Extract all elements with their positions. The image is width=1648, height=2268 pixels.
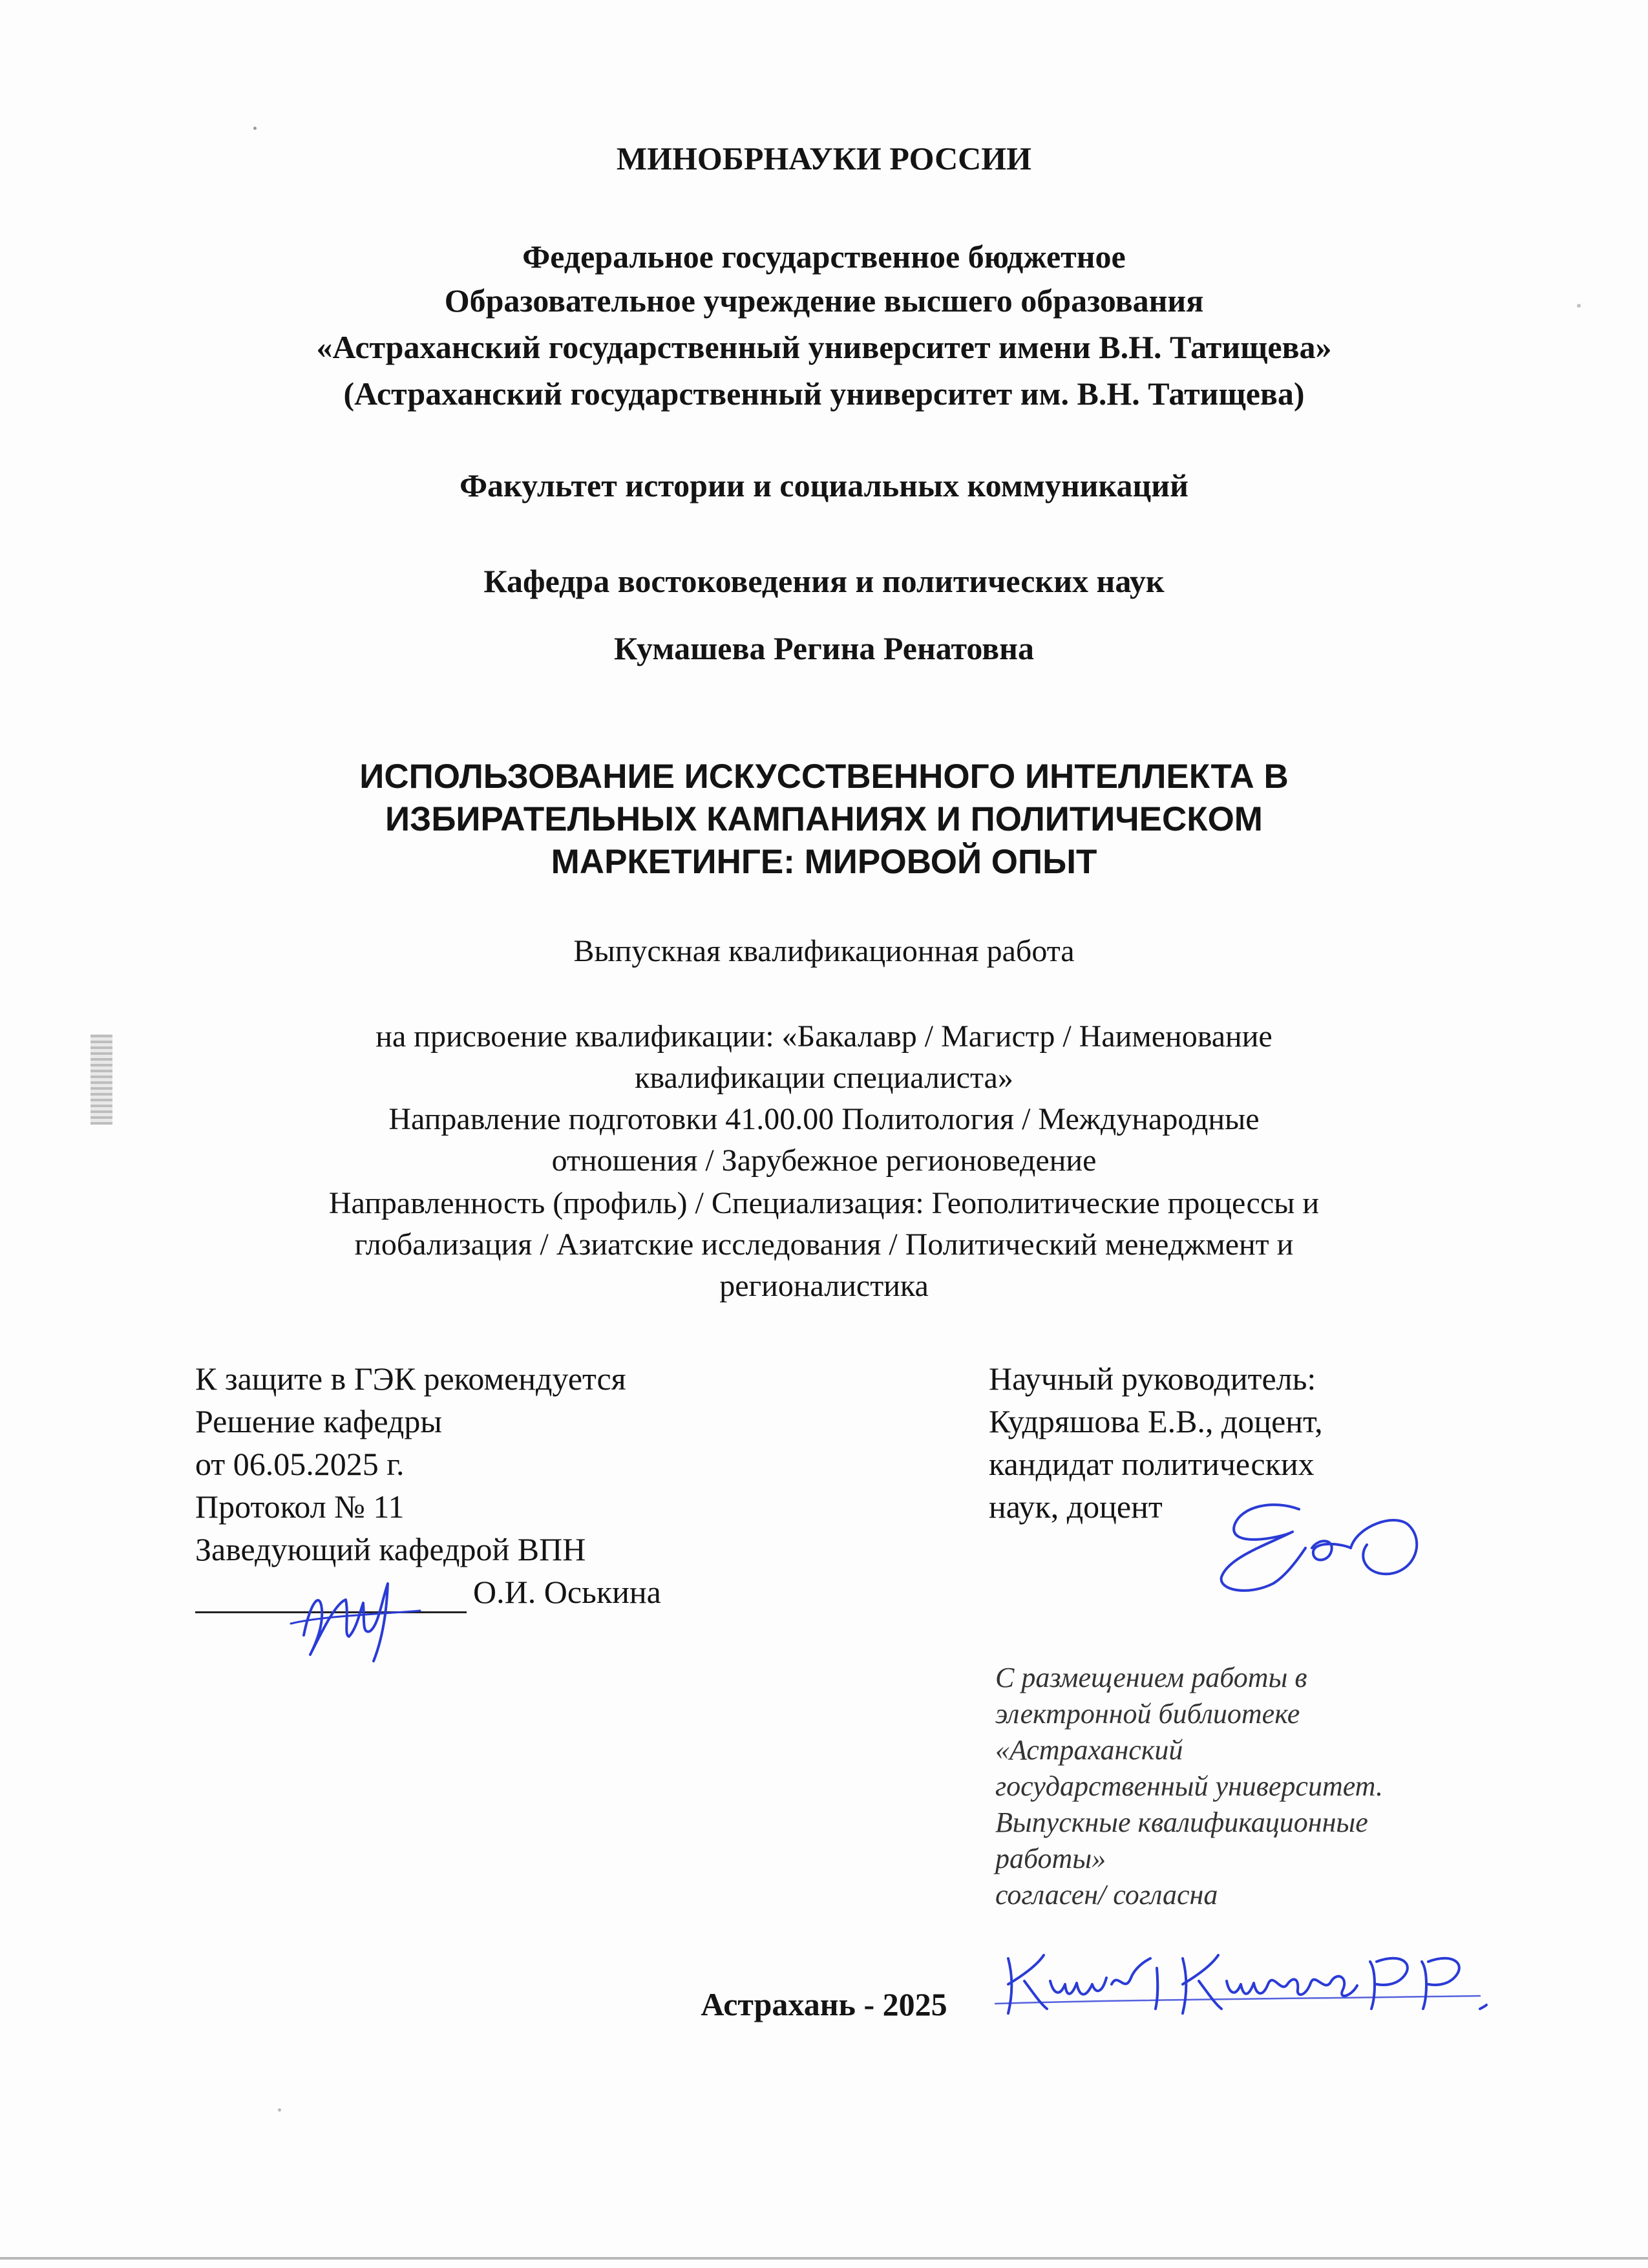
- qualification-line-2: квалификации специалиста»: [635, 1061, 1013, 1095]
- consent-line-6: работы»: [995, 1843, 1106, 1874]
- signature-blank-line: [195, 1578, 467, 1613]
- scan-speck: [278, 2108, 281, 2112]
- scan-bottom-edge: [0, 2257, 1648, 2260]
- head-name: О.И. Оськина: [473, 1574, 661, 1610]
- consent-line-1: С размещением работы в: [995, 1662, 1307, 1693]
- thesis-title-line-3: МАРКЕТИНГЕ: МИРОВОЙ ОПЫТ: [551, 843, 1097, 881]
- supervisor-name: Кудряшова Е.В., доцент,: [989, 1403, 1323, 1439]
- thesis-title-line-2: ИЗБИРАТЕЛЬНЫХ КАМПАНИЯХ И ПОЛИТИЧЕСКОМ: [385, 800, 1263, 838]
- defense-date: от 06.05.2025 г.: [195, 1446, 405, 1482]
- supervisor-label: Научный руководитель:: [989, 1361, 1316, 1397]
- head-signature-line: [195, 1571, 777, 1613]
- consent-line-2: электронной библиотеке: [995, 1698, 1300, 1730]
- defense-protocol: Протокол № 11: [195, 1489, 405, 1525]
- institution-line-1: Федеральное государственное бюджетное: [522, 238, 1126, 275]
- scan-speck: [253, 127, 257, 130]
- profile-line-1: Направленность (профиль) / Специализация: Геополитические процессы и: [328, 1186, 1320, 1220]
- consent-line-7: согласен/ согласна: [995, 1879, 1218, 1911]
- institution-line-4: (Астраханский государственный университет им. В.Н. Татищева): [343, 376, 1305, 412]
- defense-recommendation-block: [195, 1357, 777, 1613]
- profile-line-3: регионалистика: [719, 1269, 929, 1303]
- supervisor-degree-line-1: кандидат политических: [989, 1446, 1315, 1482]
- supervisor-block: [989, 1357, 1506, 1528]
- thesis-title-line-1: ИСПОЛЬЗОВАНИЕ ИСКУССТВЕННОГО ИНТЕЛЛЕКТА В: [359, 758, 1289, 796]
- institution-line-3: «Астраханский государственный университет имени В.Н. Татищева»: [316, 329, 1332, 365]
- direction-line-1: Направление подготовки 41.00.00 Политология / Международные: [388, 1102, 1260, 1136]
- supervisor-degree-line-2: наук, доцент: [989, 1489, 1163, 1525]
- ministry-heading: МИНОБРНАУКИ РОССИИ: [616, 140, 1032, 176]
- department-name: Кафедра востоковедения и политических наук: [483, 563, 1165, 599]
- defense-line-1: К защите в ГЭК рекомендуется: [195, 1361, 626, 1397]
- consent-line-4: государственный университет.: [995, 1770, 1383, 1802]
- work-type: Выпускная квалификационная работа: [573, 934, 1075, 968]
- qualification-line-1: на присвоение квалификации: «Бакалавр / Магистр / Наименование: [375, 1019, 1273, 1054]
- profile-line-2: глобализация / Азиатские исследования / Политический менеджмент и: [354, 1227, 1294, 1262]
- faculty-name: Факультет истории и социальных коммуникаций: [460, 467, 1188, 503]
- city-year: Астрахань - 2025: [701, 1986, 947, 2022]
- institution-line-2: Образовательное учреждение высшего образования: [444, 282, 1204, 319]
- defense-line-2: Решение кафедры: [195, 1403, 442, 1439]
- defense-head-title: Заведующий кафедрой ВПН: [195, 1531, 586, 1567]
- consent-line-3: «Астраханский: [995, 1734, 1183, 1766]
- library-consent-block: [995, 1660, 1512, 1913]
- consent-line-5: Выпускные квалификационные: [995, 1807, 1368, 1838]
- direction-line-2: отношения / Зарубежное регионоведение: [551, 1143, 1097, 1178]
- author-name: Кумашева Регина Ренатовна: [614, 630, 1034, 666]
